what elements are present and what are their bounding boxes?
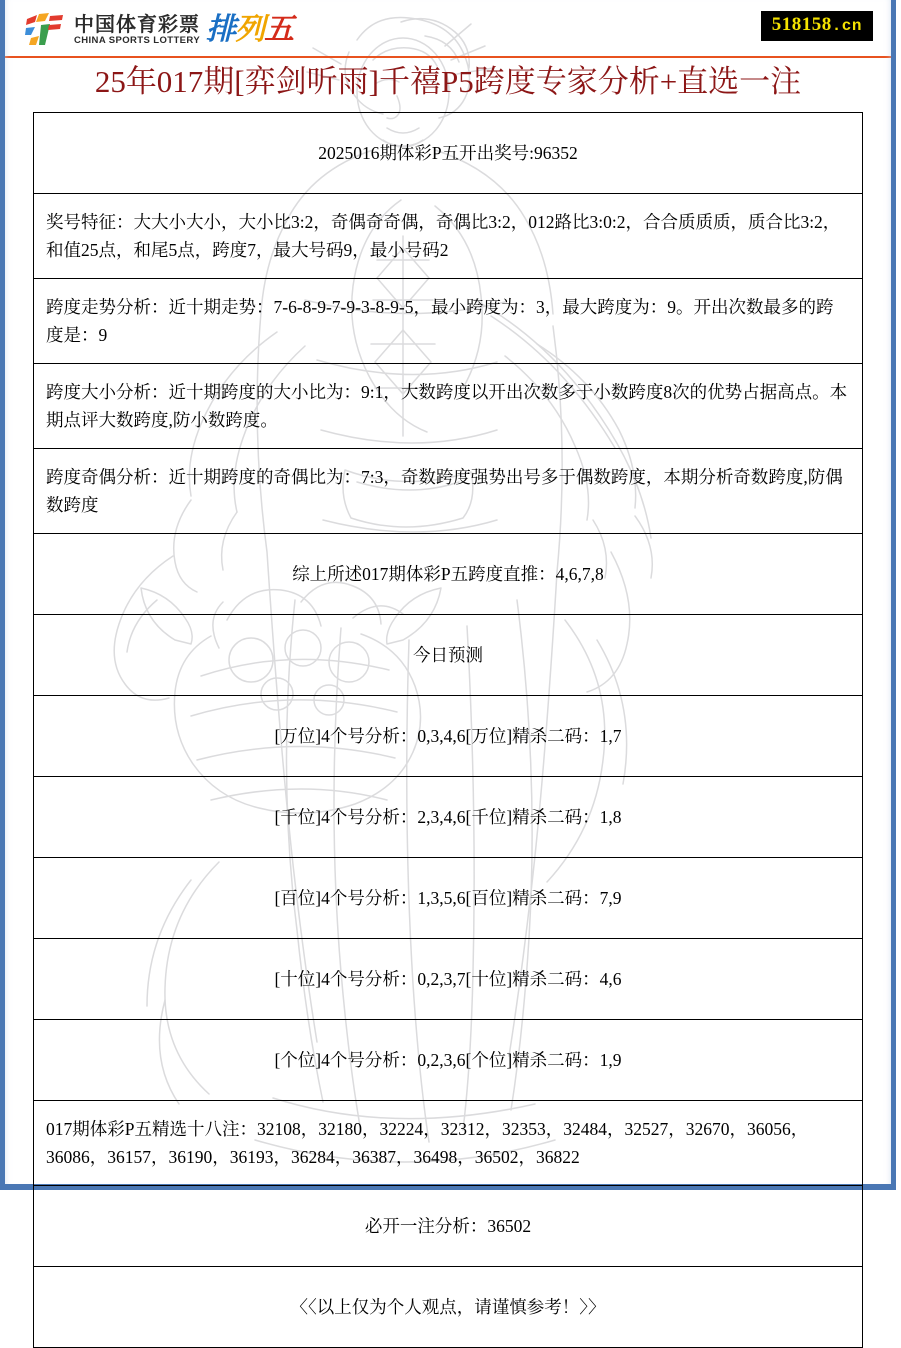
site-url-tld: .cn — [831, 17, 862, 35]
cell-position-bai: [百位]4个号分析：1,3,5,6[百位]精杀二码：7,9 — [34, 858, 863, 939]
table-row — [34, 858, 863, 939]
cell-span-parity: 跨度奇偶分析：近十期跨度的奇偶比为：7:3，奇数跨度强势出号多于偶数跨度，本期分析奇数跨度,防偶数跨度 — [34, 449, 863, 534]
table-row — [34, 113, 863, 194]
cell-span-trend: 跨度走势分析：近十期走势：7-6-8-9-7-9-3-8-9-5，最小跨度为：3，最大跨度为：9。开出次数最多的跨度是：9 — [34, 279, 863, 364]
table-row — [34, 364, 863, 449]
cell-span-recommend: 综上所述017期体彩P五跨度直推：4,6,7,8 — [34, 534, 863, 615]
cell-must-hit-bet: 必开一注分析：36502 — [34, 1186, 863, 1267]
cell-position-qian: [千位]4个号分析：2,3,4,6[千位]精杀二码：1,8 — [34, 777, 863, 858]
table-row — [34, 615, 863, 696]
cell-position-shi: [十位]4个号分析：0,2,3,7[十位]精杀二码：4,6 — [34, 939, 863, 1020]
logo-chinese-name: 中国体育彩票 — [74, 12, 200, 36]
table-row — [34, 534, 863, 615]
cell-draw-result: 2025016期体彩P五开出奖号:96352 — [34, 113, 863, 194]
table-row — [34, 1020, 863, 1101]
table-row — [34, 1186, 863, 1267]
table-row — [34, 194, 863, 279]
site-logo[interactable] — [23, 8, 293, 52]
logo-game-name: 排列五 — [206, 12, 294, 47]
site-header — [5, 0, 891, 56]
analysis-table-wrapper — [33, 112, 863, 1348]
cell-span-size: 跨度大小分析：近十期跨度的大小比为：9:1，大数跨度以开出次数多于小数跨度8次的优势占据高点。本期点评大数跨度,防小数跨度。 — [34, 364, 863, 449]
table-row — [34, 1101, 863, 1186]
table-row — [34, 777, 863, 858]
cell-eighteen-bets: 017期体彩P五精选十八注：32108，32180，32224，32312，32353，32484，32527，32670，36056，36086，36157，36190，36193，36284，36387，36498，36502，36822 — [34, 1101, 863, 1186]
table-row — [34, 279, 863, 364]
cell-position-ge: [个位]4个号分析：0,2,3,6[个位]精杀二码：1,9 — [34, 1020, 863, 1101]
cell-number-features: 奖号特征：大大小大小，大小比3:2，奇偶奇奇偶，奇偶比3:2，012路比3:0:2，合合质质质，质合比3:2，和值25点，和尾5点，跨度7，最大号码9，最小号码2 — [34, 194, 863, 279]
analysis-table — [33, 112, 863, 1348]
cell-today-forecast: 今日预测 — [34, 615, 863, 696]
table-row — [34, 449, 863, 534]
table-row — [34, 939, 863, 1020]
page-title: 25年017期[弈剑听雨]千禧P5跨度专家分析+直选一注 — [94, 64, 802, 99]
site-url-badge[interactable] — [761, 11, 873, 41]
china-sports-lottery-emblem-icon — [23, 10, 67, 50]
logo-english-name: CHINA SPORTS LOTTERY — [74, 35, 201, 46]
site-url-name: 518158 — [771, 14, 832, 35]
cell-position-wan: [万位]4个号分析：0,3,4,6[万位]精杀二码：1,7 — [34, 696, 863, 777]
table-row — [34, 1267, 863, 1348]
analysis-table-body — [34, 113, 863, 1348]
table-row — [34, 696, 863, 777]
cell-disclaimer: 〈〈以上仅为个人观点，请谨慎参考！〉〉 — [34, 1267, 863, 1348]
